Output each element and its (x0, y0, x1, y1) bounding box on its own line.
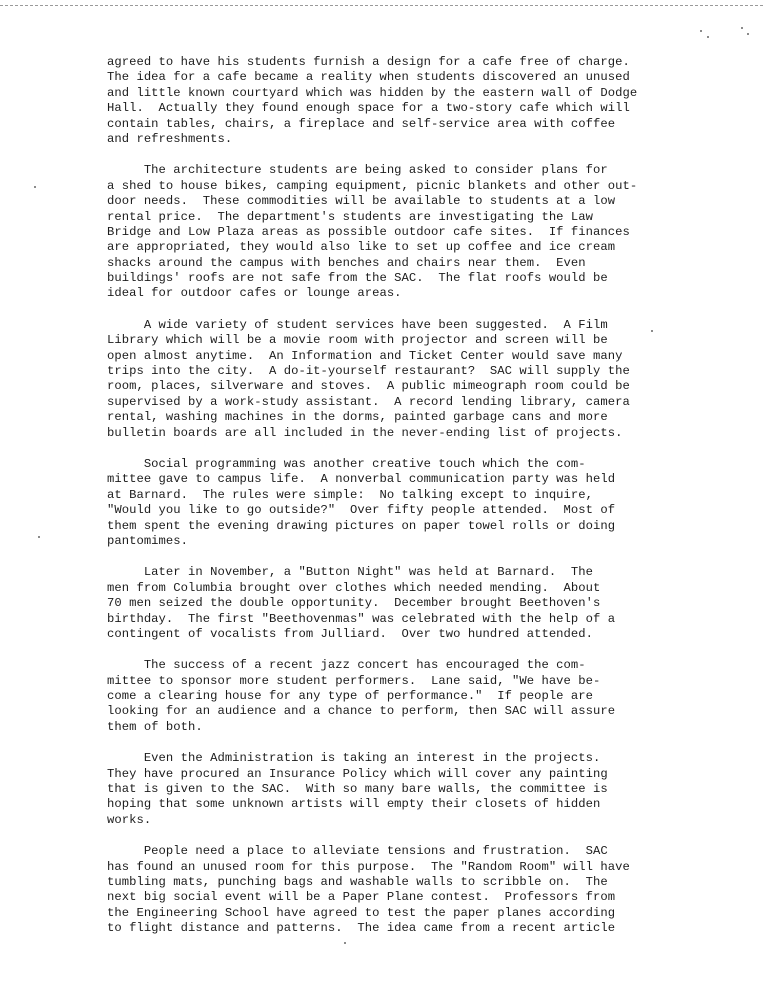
text-line: door needs. These commodities will be available to students at a low (107, 194, 616, 209)
text-line: The idea for a cafe became a reality when students discovered an unused (107, 70, 630, 85)
text-line: A wide variety of student services have been suggested. A Film (107, 317, 608, 332)
text-line: ideal for outdoor cafes or lounge areas. (107, 286, 402, 301)
document-body (107, 55, 667, 953)
text-line: They have procured an Insurance Policy which will cover any painting (107, 766, 608, 781)
text-line: has found an unused room for this purpose. The "Random Room" will have (107, 859, 630, 874)
text-line: come a clearing house for any type of performance." If people are (107, 689, 594, 704)
text-line: contingent of vocalists from Julliard. Over two hundred attended. (107, 626, 594, 641)
paragraph (107, 658, 667, 735)
paragraph (107, 751, 667, 828)
text-line: The architecture students are being asked to consider plans for (107, 163, 608, 178)
text-line: contain tables, chairs, a fireplace and self-service area with coffee (107, 116, 616, 131)
paragraph (107, 457, 667, 549)
text-line: bulletin boards are all included in the never-ending list of projects. (107, 425, 623, 440)
text-line: looking for an audience and a chance to perform, then SAC will assure (107, 704, 616, 719)
scan-speck (38, 536, 40, 538)
text-line: "Would you like to go outside?" Over fifty people attended. Most of (107, 503, 616, 518)
text-line: trips into the city. A do-it-yourself restaurant? SAC will supply the (107, 364, 630, 379)
text-line: Social programming was another creative touch which the com- (107, 456, 586, 471)
paragraph (107, 318, 667, 441)
text-line: and refreshments. (107, 131, 233, 146)
text-line: to flight distance and patterns. The idea came from a recent article (107, 921, 616, 936)
paragraph (107, 55, 667, 147)
text-line: are appropriated, they would also like to set up coffee and ice cream (107, 240, 616, 255)
text-line: pantomimes. (107, 533, 189, 548)
text-line: the Engineering School have agreed to test the paper planes according (107, 905, 616, 920)
paragraph (107, 844, 667, 936)
text-line: them spent the evening drawing pictures on paper towel rolls or doing (107, 518, 616, 533)
scan-speck (747, 33, 749, 35)
text-line: 70 men seized the double opportunity. December brought Beethoven's (107, 596, 601, 611)
text-line: rental, washing machines in the dorms, painted garbage cans and more (107, 410, 608, 425)
text-line: People need a place to alleviate tensions and frustration. SAC (107, 844, 608, 859)
text-line: birthday. The first "Beethovenmas" was celebrated with the help of a (107, 611, 616, 626)
text-line: men from Columbia brought over clothes which needed mending. About (107, 580, 601, 595)
text-line: Hall. Actually they found enough space for a two-story cafe which will (107, 101, 630, 116)
paragraph (107, 163, 667, 302)
text-line: shacks around the campus with benches and chairs near them. Even (107, 255, 586, 270)
scan-speck (700, 30, 702, 32)
text-line: Later in November, a "Button Night" was held at Barnard. The (107, 565, 594, 580)
text-line: hoping that some unknown artists will empty their closets of hidden (107, 797, 601, 812)
text-line: tumbling mats, punching bags and washable walls to scribble on. The (107, 874, 608, 889)
text-line: mittee gave to campus life. A nonverbal communication party was held (107, 472, 616, 487)
text-line: Library which will be a movie room with projector and screen will be (107, 333, 608, 348)
text-line: buildings' roofs are not safe from the SAC. The flat roofs would be (107, 271, 608, 286)
text-line: rental price. The department's students are investigating the Law (107, 209, 594, 224)
text-line: a shed to house bikes, camping equipment, picnic blankets and other out- (107, 178, 638, 193)
text-line: and little known courtyard which was hidden by the eastern wall of Dodge (107, 85, 638, 100)
text-line: that is given to the SAC. With so many bare walls, the committee is (107, 782, 608, 797)
text-line: The success of a recent jazz concert has encouraged the com- (107, 658, 586, 673)
text-line: at Barnard. The rules were simple: No talking except to inquire, (107, 487, 594, 502)
text-line: them of both. (107, 719, 203, 734)
text-line: room, places, silverware and stoves. A public mimeograph room could be (107, 379, 630, 394)
text-line: next big social event will be a Paper Plane contest. Professors from (107, 890, 616, 905)
text-line: agreed to have his students furnish a design for a cafe free of charge. (107, 55, 630, 69)
page-top-edge (0, 0, 763, 6)
text-line: Bridge and Low Plaza areas as possible outdoor cafe sites. If finances (107, 224, 630, 239)
text-line: Even the Administration is taking an interest in the projects. (107, 751, 601, 766)
text-line: works. (107, 812, 152, 827)
scan-speck (707, 36, 709, 38)
paragraph (107, 565, 667, 642)
scan-speck (34, 186, 36, 188)
scan-speck (741, 27, 743, 29)
text-line: supervised by a work-study assistant. A record lending library, camera (107, 394, 630, 409)
text-line: open almost anytime. An Information and Ticket Center would save many (107, 348, 623, 363)
text-line: mittee to sponsor more student performers. Lane said, "We have be- (107, 673, 601, 688)
